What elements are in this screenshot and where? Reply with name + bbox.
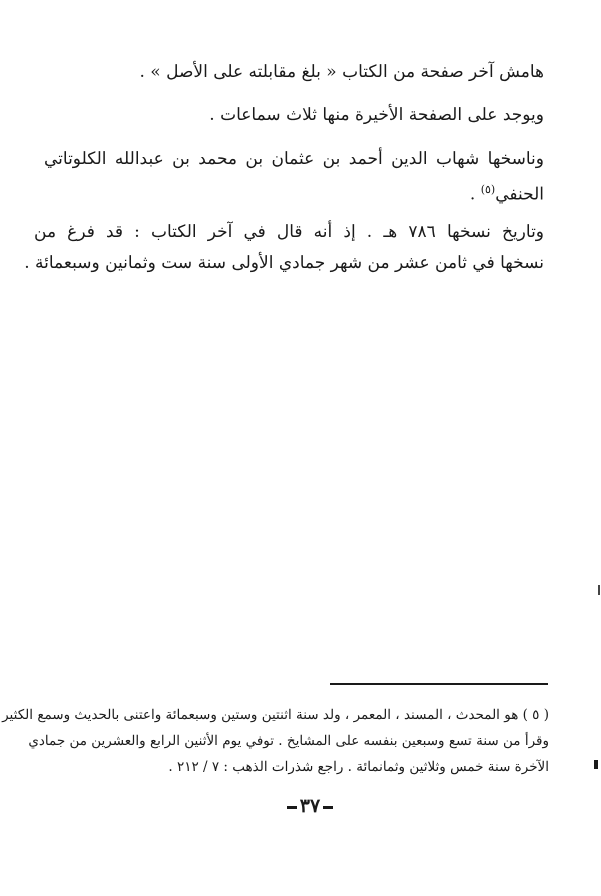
page-number-value: ٣٧ [299,795,321,817]
page-number-dash-right [323,806,333,809]
scan-edge-mark [594,760,598,769]
footnote-separator [330,683,548,685]
paragraph-3-line-1: وناسخها شهاب الدين أحمد بن عثمان بن محمد بن عبدالله الكلوتاتي [44,149,544,169]
paragraph-3-end: . [469,184,481,205]
scan-edge-mark [598,585,600,595]
footnote-line-3: الآخرة سنة خمس وثلاثين وثمانمائة . راجع شذرات الذهب : ٧ / ٢١٢ . [168,759,549,775]
paragraph-4-line-2: نسخها في ثامن عشر من شهر جمادي الأولى سنة ست وثمانين وسبعمائة . [24,253,544,273]
page-number [270,795,350,817]
page-number-dash-left [287,806,297,809]
paragraph-2: ويوجد على الصفحة الأخيرة منها ثلاث سماعات . [209,105,544,125]
paragraph-3-line-2 [470,178,544,207]
paragraph-4-line-1: وتاريخ نسخها ٧٨٦ هـ . إذ أنه قال في آخر الكتاب : قد فرغ من [34,222,545,242]
footnote-line-2: وقرأ من سنة تسع وسبعين بنفسه على المشايخ . توفي يوم الأثنين الرابع والعشرين من جمادي [28,733,549,749]
footnote-reference[interactable]: (٥) [480,183,496,196]
paragraph-1: هامش آخر صفحة من الكتاب « بلغ مقابلته على الأصل » . [139,62,544,82]
paragraph-3-text: الحنفي [495,184,544,205]
footnote-line-1: ( ٥ ) هو المحدث ، المسند ، المعمر ، ولد سنة اثنتين وستين وسبعمائة واعتنى بالحديث وسمع الكثير [2,707,549,723]
